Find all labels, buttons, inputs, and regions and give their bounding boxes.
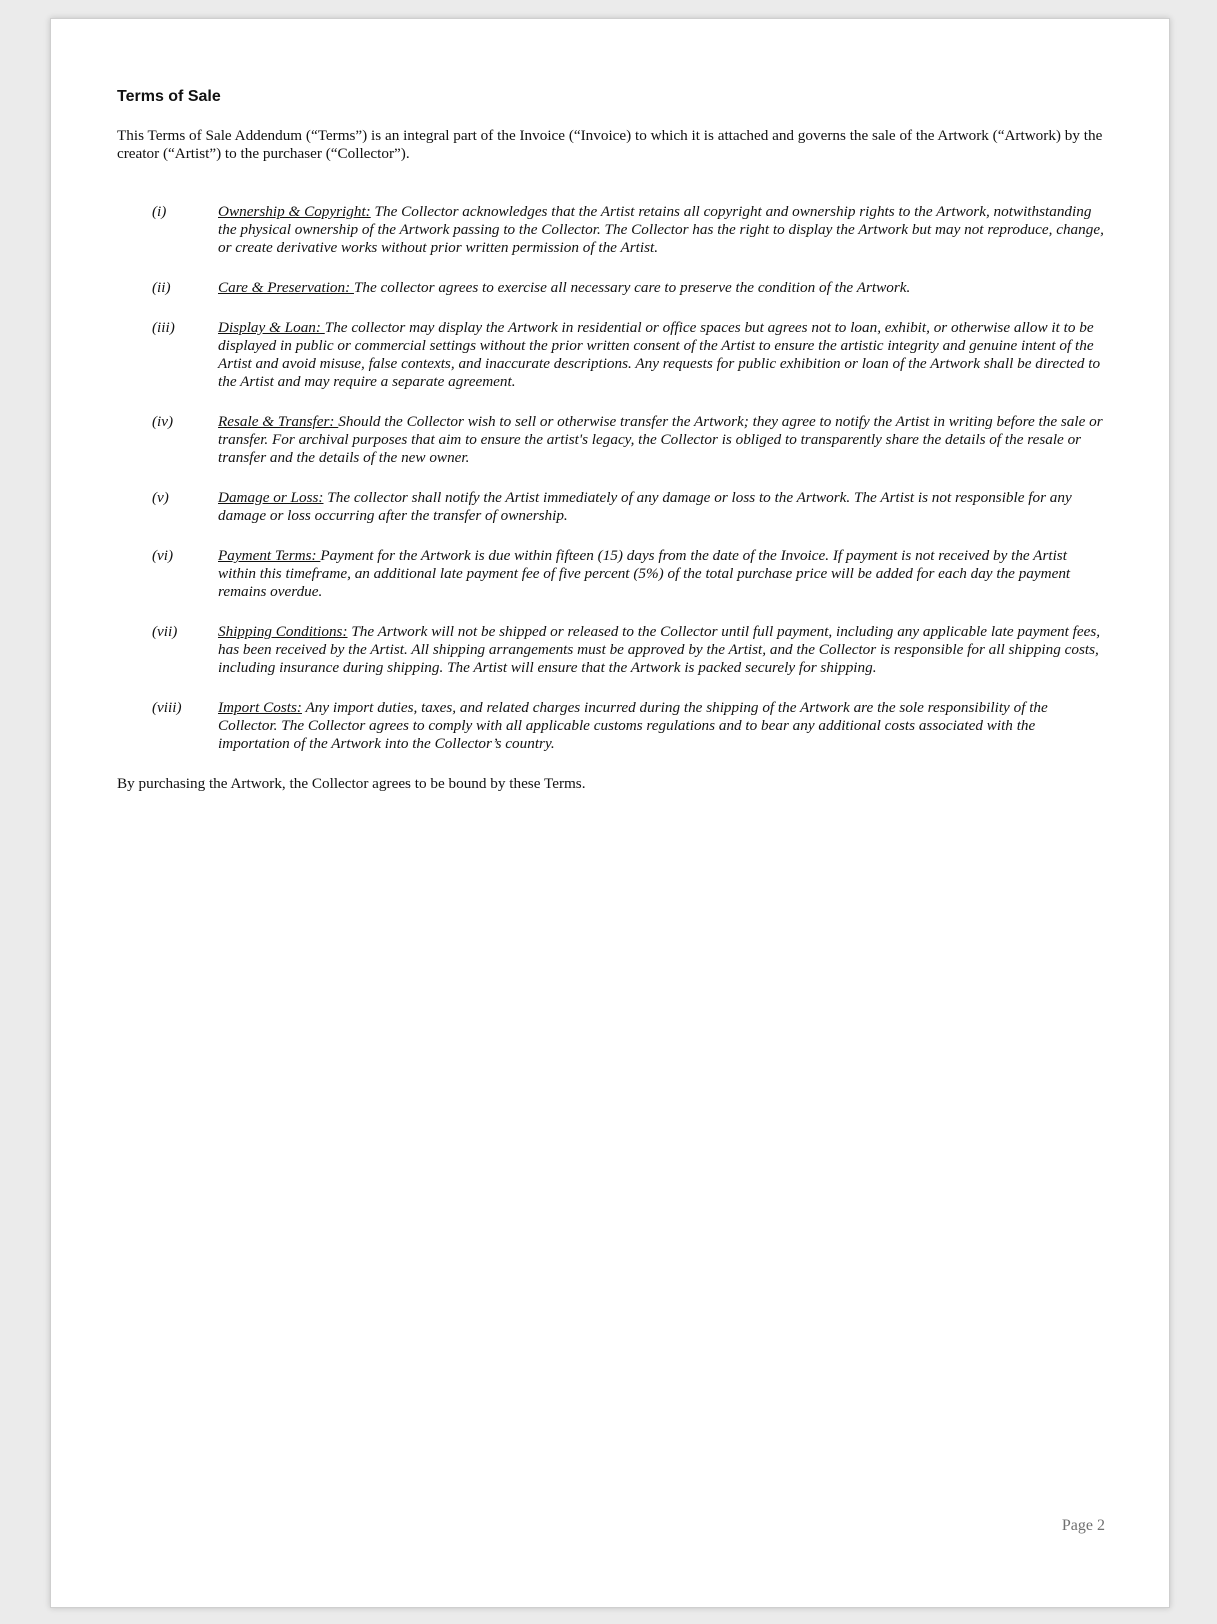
term-item-import (117, 699, 1107, 753)
term-item-payment (117, 547, 1107, 601)
term-number: (vi) (152, 547, 174, 564)
term-text: The collector may display the Artwork in residential or office spaces but agrees not to loan, exhibit, or otherwise allow it to be displayed in public or commercial settings without the prior written consent of the Artist to ensure the artistic integrity and genuine intent of the Artist and avoid misuse, false contexts, and inaccurate descriptions. Any requests for public exhibition or loan of the Artwork shall be directed to the Artist and may require a separate agreement. (218, 319, 1101, 390)
page-number: Page 2 (1061, 1517, 1105, 1534)
term-text: The Artwork will not be shipped or released to the Collector until full payment, including any applicable late payment fees, has been received by the Artist. All shipping arrangements must be approved by the Artist, and the Collector is responsible for all shipping costs, including insurance during shipping. The Artist will ensure that the Artwork is packed securely for shipping. (218, 623, 1101, 676)
term-body (218, 279, 1104, 297)
term-heading: Resale & Transfer: (218, 413, 339, 430)
term-item-shipping (117, 623, 1107, 677)
term-number: (iv) (152, 413, 174, 430)
term-text: The collector agrees to exercise all necessary care to preserve the condition of the Artwork. (353, 279, 911, 296)
term-body (218, 203, 1104, 257)
term-heading: Ownership & Copyright: (218, 203, 371, 220)
term-number: (ii) (152, 279, 171, 296)
term-body (218, 489, 1104, 525)
term-item-damage (117, 489, 1107, 525)
term-heading: Care & Preservation: (218, 279, 354, 296)
term-number: (i) (152, 203, 167, 220)
document-title: Terms of Sale (117, 88, 221, 105)
term-item-display (117, 319, 1107, 391)
term-body (218, 623, 1104, 677)
term-text: Should the Collector wish to sell or otherwise transfer the Artwork; they agree to notify the Artist in writing before the sale or transfer. For archival purposes that aim to ensure the artist's legacy, the Collector is obliged to transparently share the details of the resale or transfer and the details of the new owner. (218, 413, 1103, 466)
term-item-care (117, 279, 1107, 297)
term-item-resale (117, 413, 1107, 467)
term-item-ownership (117, 203, 1107, 257)
terms-list (117, 203, 1107, 753)
term-text: Any import duties, taxes, and related charges incurred during the shipping of the Artwork are the sole responsibility of the Collector. The Collector agrees to comply with all applicable customs regulations and to bear any additional costs associated with the importation of the Artwork into the Collector’s country. (218, 699, 1048, 752)
term-number: (viii) (152, 699, 182, 716)
term-heading: Damage or Loss: (218, 489, 324, 506)
term-heading: Import Costs: (218, 699, 302, 716)
term-text: The collector shall notify the Artist immediately of any damage or loss to the Artwork. The Artist is not responsible for any damage or loss occurring after the transfer of ownership. (218, 489, 1072, 524)
term-body (218, 547, 1104, 601)
page-content (117, 87, 1107, 793)
term-body (218, 413, 1104, 467)
closing-paragraph: By purchasing the Artwork, the Collector agrees to be bound by these Terms. (117, 775, 586, 792)
term-heading: Display & Loan: (218, 319, 325, 336)
term-number: (v) (152, 489, 169, 506)
term-text: Payment for the Artwork is due within fifteen (15) days from the date of the Invoice. If payment is not received by the Artist within this timeframe, an additional late payment fee of five percent (5%) of the total purchase price will be added for each day the payment remains overdue. (218, 547, 1071, 600)
term-heading: Payment Terms: (218, 547, 321, 564)
term-body (218, 319, 1104, 391)
term-number: (vii) (152, 623, 178, 640)
term-body (218, 699, 1104, 753)
term-heading: Shipping Conditions: (218, 623, 348, 640)
term-text: The Collector acknowledges that the Artist retains all copyright and ownership rights to the Artwork, notwithstanding the physical ownership of the Artwork passing to the Collector. The Collector has the right to display the Artwork but may not reproduce, change, or create derivative works without prior written permission of the Artist. (218, 203, 1104, 256)
intro-paragraph: This Terms of Sale Addendum (“Terms”) is an integral part of the Invoice (“Invoice) to which it is attached and governs the sale of the Artwork (“Artwork) by the creator (“Artist”) to the purchaser (“Collector”). (117, 127, 1103, 162)
term-number: (iii) (152, 319, 175, 336)
document-page (50, 18, 1170, 1608)
